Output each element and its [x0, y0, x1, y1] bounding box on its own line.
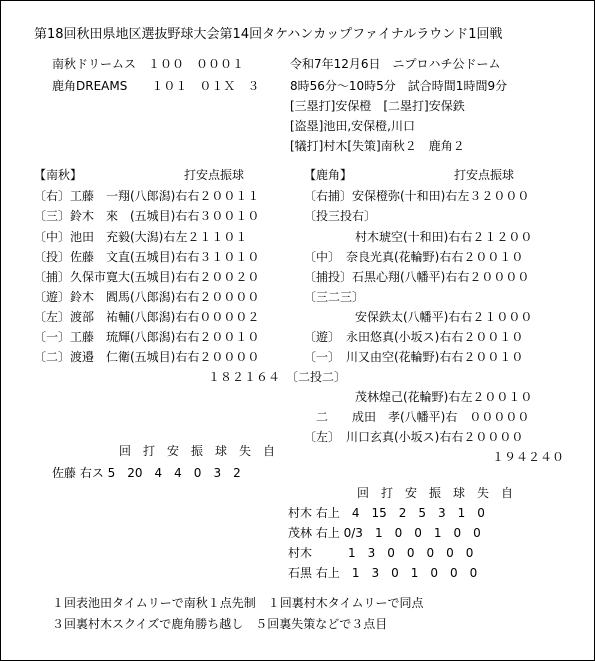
lineup-row-right: 〔中〕 奈良光真(花輪野)右右２００１０ — [304, 250, 524, 264]
lineup-total-left: １８２１６４ — [208, 370, 281, 384]
lineup-sub-right: 〔投三投右〕 — [304, 209, 377, 223]
pitching-row-right: 石黒 右上 1 3 0 1 0 0 0 — [288, 566, 478, 580]
game-note: ３回裏村木スクイズで鹿角勝ち越し ５回裏失策などで３点目 — [52, 617, 388, 631]
game-info-line: [盗塁]池田,安保橙,川口 — [290, 119, 415, 133]
lineup-row-left: 〔二〕渡邉 仁衛(五城目)右右２００００ — [34, 350, 260, 364]
lineup-row-right: 茂林煌己(花輪野)右左２００１０ — [355, 390, 533, 404]
document-title: 第18回秋田県地区選抜野球大会第14回タケハンカップファイナルラウンド1回戦 — [34, 27, 503, 42]
lineup-row-left: 〔右〕工藤 一翔(八郎潟)右右２００１１ — [34, 189, 260, 203]
lineup-row-left: 〔遊〕鈴木 閻馬(八郎潟)右右２００００ — [34, 290, 260, 304]
lineup-row-left: 〔左〕渡部 祐輔(八郎潟)右右００００２ — [34, 310, 260, 324]
lineup-row-left: 〔捕〕久保市寛大(五城目)右右２００２０ — [34, 270, 260, 284]
game-info-line: 令和7年12月6日 ニプロハチ公ドーム — [290, 57, 501, 71]
lineup-header-right: 【鹿角】 打安点振球 — [304, 168, 515, 182]
lineup-total-right: １９４２４０ — [492, 450, 565, 464]
lineup-row-left: 〔三〕鈴木 來 (五城目)右右３００１０ — [34, 209, 260, 223]
lineup-sub-right: 〔二投二〕 — [286, 370, 347, 384]
lineup-row-right: 〔左〕 川口玄真(小坂ス)右右２００００ — [304, 430, 524, 444]
lineup-row-left: 〔投〕佐藤 文直(五城目)右右３１０１０ — [34, 250, 260, 264]
game-note: １回表池田タイムリーで南秋１点先制 １回裏村木タイムリーで同点 — [52, 596, 424, 610]
lineup-row-right: 〔捕投〕石黒心翔(八幡平)右右２００００ — [304, 270, 530, 284]
linescore-line: 鹿角DREAMS １０１ ０１Ｘ ３ — [52, 79, 260, 93]
lineup-row-right: 安保鉄太(八幡平)右右２１０００ — [355, 310, 533, 324]
lineup-row-right: 二 成田 孝(八幡平)右 ０００００ — [316, 410, 530, 424]
lineup-row-right: 〔一〕 川又由空(花輪野)右右２００１０ — [304, 350, 524, 364]
lineup-sub-right: 〔三二三〕 — [304, 290, 365, 304]
pitching-header-right: 回 打 安 振 球 失 自 — [357, 486, 514, 500]
lineup-row-left: 〔中〕池田 充毅(大潟)右左２１１０１ — [34, 230, 248, 244]
lineup-row-right: 〔遊〕 永田悠真(小坂ス)右右２００１０ — [304, 330, 524, 344]
lineup-row-right: 〔右捕〕安保橙弥(十和田)右左３２０００ — [304, 189, 530, 203]
lineup-row-right: 村木琥空(十和田)右右２１２００ — [355, 230, 533, 244]
game-info-line: 8時56分～10時5分 試合時間1時間9分 — [290, 79, 508, 93]
pitching-row-left: 佐藤 右ス 5 20 4 4 0 3 2 — [52, 466, 241, 480]
game-info-line: [犠打]村木[失策]南秋２ 鹿角２ — [290, 139, 465, 153]
game-info-line: [三塁打]安保橙 [二塁打]安保鉄 — [290, 99, 465, 113]
lineup-row-left: 〔一〕工藤 琉輝(八郎潟)右右２００１０ — [34, 330, 260, 344]
pitching-row-right: 茂林 右上 0/3 1 0 0 1 0 0 — [288, 526, 481, 540]
pitching-row-right: 村木 1 3 0 0 0 0 0 — [288, 546, 474, 560]
pitching-row-right: 村木 右上 4 15 2 5 3 1 0 — [288, 506, 485, 520]
pitching-header-left: 回 打 安 振 球 失 自 — [119, 444, 276, 458]
lineup-header-left: 【南秋】 打安点振球 — [34, 168, 245, 182]
linescore-line: 南秋ドリームス １００ ０００１ — [52, 57, 245, 71]
